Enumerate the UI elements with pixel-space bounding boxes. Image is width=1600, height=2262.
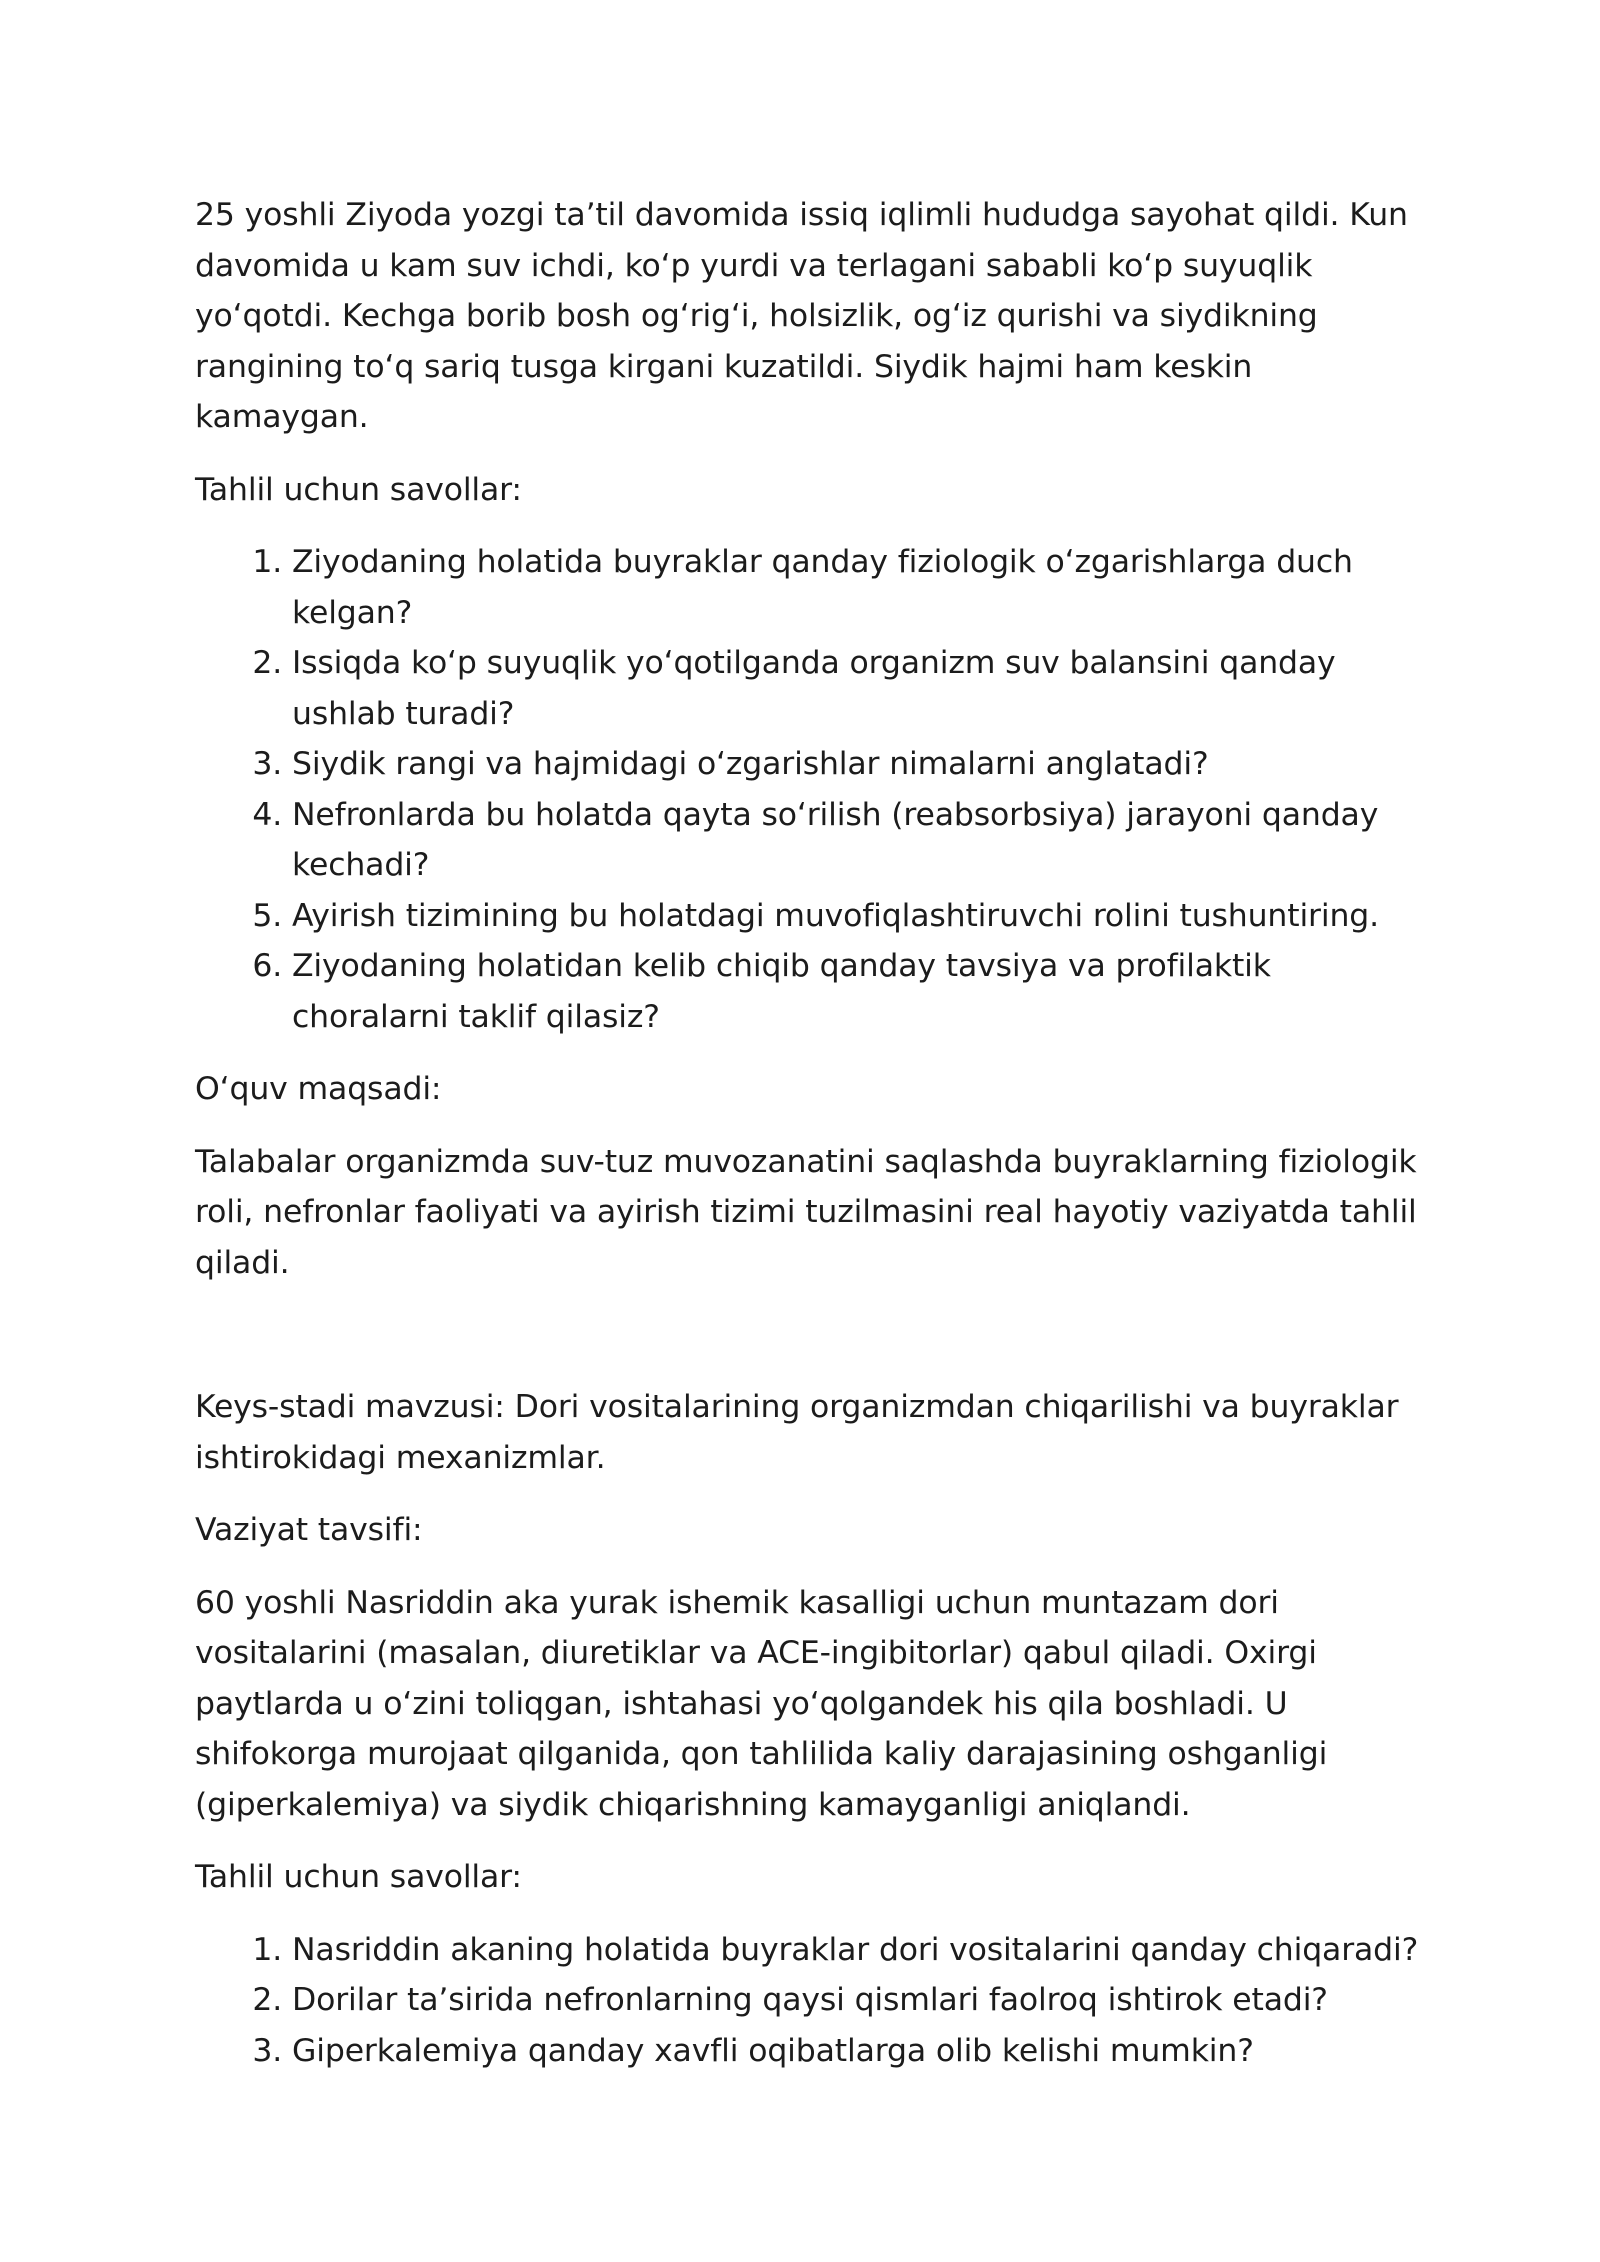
case1-goal-heading: Oʻquv maqsadi: [195, 1071, 442, 1107]
document-page [195, 190, 1425, 2098]
case1-questions-heading: Tahlil uchun savollar: [195, 471, 522, 508]
list-item: 2. Dorilar taʼsirida nefronlarning qaysi qismlari faolroq ishtirok etadi? [292, 1975, 1425, 2026]
case2-situation-paragraph: 60 yoshli Nasriddin aka yurak ishemik kasalligi uchun muntazam dori vositalarini (masalan, diuretiklar va ACE-ingibitorlar) qabul qiladi. Oxirgi paytlarda u oʻzini toliqgan, ishtahasi yoʻqolgandek his qila boshladi. U shifokorga murojaat qilganida, qon tahlilida kaliy darajasining oshganligi (giperkalemiya) va siydik chiqarishning kamayganligi aniqlandi. [195, 1584, 1328, 1823]
list-item: 6. Ziyodaning holatidan kelib chiqib qanday tavsiya va profilaktik choralarni taklif qilasiz? [292, 941, 1425, 1042]
list-item: 2. Issiqda koʻp suyuqlik yoʻqotilganda organizm suv balansini qanday ushlab turadi? [292, 638, 1425, 739]
case1-goal-paragraph: Talabalar organizmda suv-tuz muvozanatini saqlashda buyraklarning fiziologik roli, nefronlar faoliyati va ayirish tizimi tuzilmasini real hayotiy vaziyatda tahlil qiladi. [195, 1143, 1417, 1281]
list-item: 3. Giperkalemiya qanday xavfli oqibatlarga olib kelishi mumkin? [292, 2026, 1425, 2077]
case1-questions-list [195, 537, 1425, 1042]
case2-topic-paragraph: Keys-stadi mavzusi: Dori vositalarining organizmdan chiqarilishi va buyraklar ishtirokidagi mexanizmlar. [195, 1389, 1399, 1476]
case2-situation-heading: Vaziyat tavsifi: [195, 1512, 423, 1548]
case1-intro-paragraph: 25 yoshli Ziyoda yozgi taʼtil davomida issiq iqlimli hududga sayohat qildi. Kun davomida u kam suv ichdi, koʻp yurdi va terlagani sababli koʻp suyuqlik yoʻqotdi. Kechga borib bosh ogʻrigʻi, holsizlik, ogʻiz qurishi va siydikning rangining toʻq sariq tusga kirgani kuzatildi. Siydik hajmi ham keskin kamaygan. [195, 197, 1408, 435]
list-item: 3. Siydik rangi va hajmidagi oʻzgarishlar nimalarni anglatadi? [292, 739, 1425, 790]
list-item: 4. Nefronlarda bu holatda qayta soʻrilish (reabsorbsiya) jarayoni qanday kechadi? [292, 790, 1425, 891]
list-item: 1. Nasriddin akaning holatida buyraklar dori vositalarini qanday chiqaradi? [292, 1925, 1425, 1976]
case2-questions-list [195, 1925, 1425, 2077]
list-item: 5. Ayirish tizimining bu holatdagi muvofiqlashtiruvchi rolini tushuntiring. [292, 891, 1425, 942]
case2-questions-heading: Tahlil uchun savollar: [195, 1859, 522, 1895]
list-item: 1. Ziyodaning holatida buyraklar qanday fiziologik oʻzgarishlarga duch kelgan? [292, 537, 1425, 638]
section-spacer [195, 1310, 1425, 1382]
